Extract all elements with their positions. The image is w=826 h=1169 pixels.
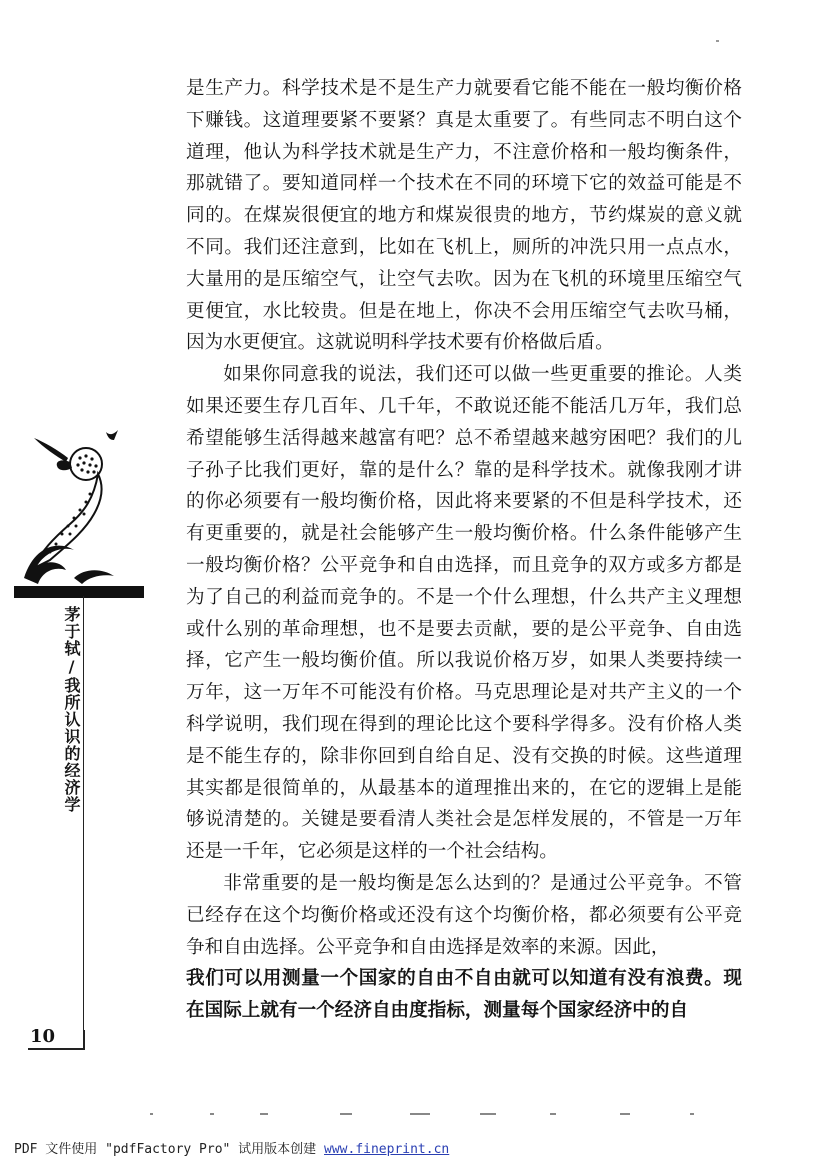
body-text	[186, 73, 742, 1027]
side-divider	[83, 596, 84, 1044]
page-number-divider	[83, 1030, 85, 1050]
page-number-underline	[28, 1048, 84, 1050]
paragraph-1: 是生产力。科学技术是不是生产力就要看它能不能在一般均衡价格下赚钱。这道理要紧不要紧？真是太重要了。有些同志不明白这个道理，他认为科学技术就是生产力，不注意价格和一般均衡条件，那就错了。要知道同样一个技术在不同的环境下它的效益可能是不同的。在煤炭很便宜的地方和煤炭很贵的地方，节约煤炭的意义就不同。我们还注意到，比如在飞机上，厕所的冲洗只用一点点水，大量用的是压缩空气，让空气去吹。因为在飞机的环境里压缩空气更便宜，水比较贵。但是在地上，你决不会用压缩空气去吹马桶，因为水更便宜。这就说明科学技术要有价格做后盾。	[186, 78, 742, 354]
paragraph-2: 如果你同意我的说法，我们还可以做一些更重要的推论。人类如果还要生存几百年、几千年，不敢说还能不能活几万年，我们总希望能够生活得越来越富有吧？总不希望越来越穷困吧？我们的儿子孙子比我们更好，靠的是什么？靠的是科学技术。就像我刚才讲的你必须要有一般均衡价格，因此将来要紧的不但是科学技术，还有更重要的，就是社会能够产生一般均衡价格。什么条件能够产生一般均衡价格？公平竞争和自由选择，而且竞争的双方或多方都是为了自己的利益而竞争的。不是一个什么理想，什么共产主义理想或什么别的革命理想，也不是要去贡献，要的是公平竞争、自由选择，它产生一般均衡价值。所以我说价格万岁，如果人类要持续一万年，这一万年不可能没有价格。马克思理论是对共产主义的一个科学说明，我们现在得到的理论比这个要科学得多。没有价格人类是不能生存的，除非你回到自给自足、没有交换的时候。这些道理其实都是很简单的，从最基本的道理推出来的，在它的逻辑上是能够说清楚的。关键是要看清人类社会是怎样发展的，不管是一万年还是一千年，它必须是这样的一个社会结构。	[186, 364, 742, 863]
running-book-title: 茅于轼/我所认识的经济学	[62, 606, 81, 813]
bird-ornament-icon	[14, 428, 144, 598]
footer-text: PDF 文件使用 "pdfFactory Pro" 试用版本创建	[14, 1142, 325, 1157]
paragraph-3: 非常重要的是一般均衡是怎么达到的？是通过公平竞争。不管已经存在这个均衡价格或还没有这个均衡价格，都必须要有公平竞争和自由选择。公平竞争和自由选择是效率的来源。因此，	[186, 872, 742, 958]
scan-speck	[716, 40, 719, 42]
pdf-footer	[14, 1138, 449, 1157]
scan-noise-line	[150, 1112, 750, 1116]
page-number: 10	[30, 1026, 56, 1047]
footer-link[interactable]: www.fineprint.cn	[324, 1142, 450, 1157]
paragraph-4: 我们可以用测量一个国家的自由不自由就可以知道有没有浪费。现在国际上就有一个经济自由度指标，测量每个国家经济中的自	[186, 968, 742, 1022]
